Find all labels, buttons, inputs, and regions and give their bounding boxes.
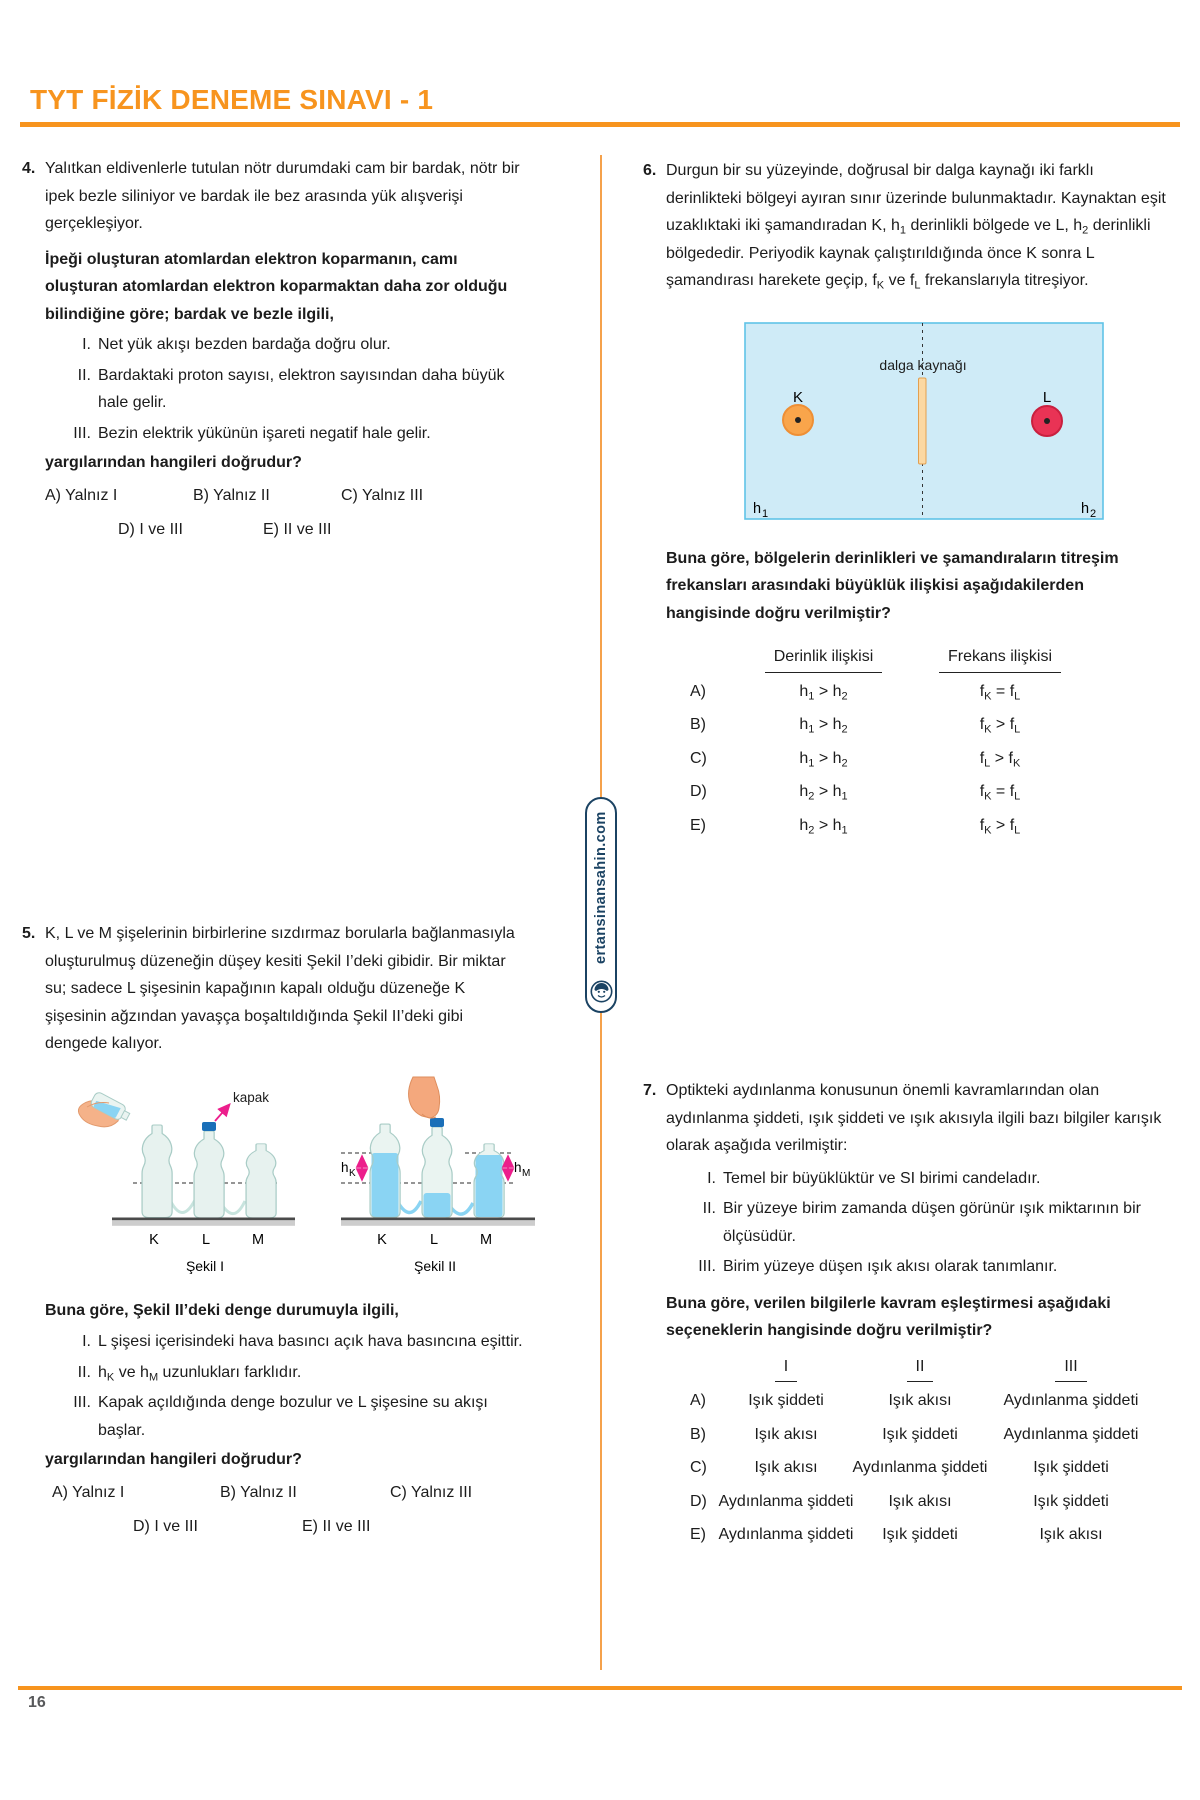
bottle-label-k: K — [149, 1231, 159, 1248]
statement-item — [666, 1165, 1166, 1193]
statement-label: I. — [82, 1333, 91, 1350]
option-letter: B) — [690, 1425, 706, 1443]
question-7 — [643, 1077, 1170, 1555]
option-letter: E) — [690, 816, 706, 834]
question-number: 4. — [22, 160, 36, 177]
column-i-header: I — [711, 1353, 861, 1383]
statement-label: III. — [698, 1258, 716, 1275]
watermark-badge — [585, 797, 617, 1013]
q6-options-table — [666, 678, 1170, 846]
statement-item — [666, 1195, 1166, 1250]
cap-pointer-arrow — [215, 1105, 229, 1121]
statement-item — [45, 1389, 523, 1444]
concept-iii: Aydınlanma şiddeti — [1003, 1425, 1139, 1443]
option-letter: A) — [690, 1392, 706, 1409]
column-iii-header: III — [988, 1353, 1154, 1383]
q6-option-row — [666, 678, 1170, 712]
question-stem: Buna göre, bölgelerin derinlikleri ve şamandıraların titreşim frekansları arasındaki büyüklük ilişkisi aşağıdakilerden hangisinde doğru verilmiştir? — [666, 549, 1119, 622]
h1-depth-sub: 1 — [762, 507, 769, 520]
ertansinansahin-logo — [590, 980, 613, 1008]
concept-ii: Işık şiddeti — [882, 1425, 958, 1443]
option-e: E) II ve III — [302, 1518, 371, 1535]
statement-text: Bezin elektrik yükünün işareti negatif hale gelir. — [98, 424, 431, 442]
question-paragraph: Optikteki aydınlanma konusunun önemli kavramlarından olan aydınlanma şiddeti, ışık şiddeti ve ışık akısıyla ilgili bazı bilgiler karışık olarak aşağıda verilmiştir: — [666, 1082, 1162, 1154]
question-paragraph: Yalıtkan eldivenlerle tutulan nötr durumdaki cam bir bardak, nötr bir ipek bezle siliniyor ve bardak ile bez arasında yük alışverişi gerçekleşiyor. — [45, 160, 520, 232]
hm-label-sub: M — [522, 1167, 531, 1179]
figure-1-caption: Şekil I — [185, 1257, 225, 1274]
statement-label: II. — [77, 1363, 91, 1381]
q6-option-row — [666, 711, 1170, 745]
hk-label-sub: K — [349, 1167, 356, 1179]
question-stem: Buna göre, verilen bilgilerle kavram eşleştirmesi aşağıdaki seçeneklerin hangisinde doğru verilmiştir? — [666, 1294, 1111, 1339]
statement-item — [45, 362, 523, 417]
watermark-text: ertansinansahin.com — [593, 811, 609, 964]
bottle-k — [142, 1125, 172, 1218]
water-in-k — [372, 1153, 399, 1217]
footer-rule — [18, 1686, 1182, 1690]
concept-iii: Işık şiddeti — [1033, 1492, 1109, 1510]
option-letter: C) — [690, 1459, 707, 1476]
page-number: 16 — [28, 1694, 46, 1711]
statement-text: Bardaktaki proton sayısı, elektron sayısından daha büyük hale gelir. — [98, 366, 505, 411]
option-letter: E) — [690, 1526, 706, 1543]
column-ii-header: II — [846, 1353, 994, 1383]
ground-band — [112, 1220, 295, 1226]
bottle-label-l: L — [429, 1231, 439, 1248]
option-c: C) Yalnız III — [390, 1483, 473, 1501]
buoy-k-label: K — [792, 388, 804, 406]
frequency-relation: $f_K > f_L$ — [979, 816, 1021, 836]
frequency-relation: $f_K > f_L$ — [979, 716, 1021, 736]
concept-ii: Aydınlanma şiddeti — [852, 1459, 988, 1476]
q7-option-row — [666, 1454, 1166, 1488]
pouring-hand-illustration — [78, 1091, 131, 1127]
options-row — [45, 482, 523, 510]
concept-ii: Işık şiddeti — [882, 1526, 958, 1543]
concept-iii: Işık şiddeti — [1033, 1459, 1109, 1476]
q7-option-row — [666, 1387, 1166, 1421]
q7-option-row — [666, 1521, 1166, 1555]
q7-option-row — [666, 1488, 1166, 1522]
option-d: D) I ve III — [133, 1518, 198, 1535]
statement-label: III. — [73, 1394, 91, 1411]
statement-item — [45, 420, 523, 448]
bottle-cap — [202, 1122, 216, 1131]
question-stem: Buna göre, Şekil II’deki denge durumuyla ilgili, — [45, 1301, 399, 1319]
ground-line — [112, 1217, 295, 1220]
option-e: E) II ve III — [263, 521, 332, 538]
hk-label: h — [341, 1159, 349, 1175]
question-6 — [643, 157, 1170, 845]
question-number: 6. — [643, 162, 657, 179]
q6-option-row — [666, 812, 1170, 846]
question-5 — [22, 920, 531, 1541]
bottle-cap — [430, 1118, 444, 1127]
option-letter: D) — [690, 1492, 707, 1510]
statement-label: III. — [73, 424, 91, 442]
option-letter: D) — [690, 783, 707, 800]
option-c: C) Yalnız III — [341, 486, 424, 504]
frequency-column-header: Frekans ilişkisi — [920, 643, 1080, 673]
question-paragraph: Durgun bir su yüzeyinde, doğrusal bir dalga kaynağı iki farklı derinlikteki bölgeyi ayıran sınır üzerinde bulunmaktadır. Kaynaktan eşit uzaklıktaki iki şamandıradan K, $h_1$ derinlikli bölgede ve L, $h_2$ derinlikli bölgededir. Periyodik kaynak çalıştırıldığında önce K sonra L şamandırası harekete geçip, $f_K$ ve $f_L$ frekanslarıyla titreşiyor. — [666, 162, 1166, 292]
hm-label: h — [514, 1159, 522, 1175]
concept-iii: Aydınlanma şiddeti — [1003, 1392, 1139, 1409]
options-row — [45, 516, 523, 544]
statement-item — [45, 1328, 523, 1356]
option-letter: A) — [690, 682, 706, 700]
ground-line — [341, 1217, 535, 1220]
q7-options-table — [666, 1387, 1166, 1555]
q7-table-header — [666, 1353, 1166, 1381]
bottle-label-m: M — [479, 1231, 493, 1248]
water-in-l — [424, 1193, 451, 1217]
option-a: A) Yalnız I — [52, 1483, 125, 1501]
buoy-k-dot — [795, 417, 801, 423]
wave-tank-figure — [744, 318, 1104, 522]
option-b: B) Yalnız II — [193, 486, 270, 504]
depth-column-header: Derinlik ilişkisi — [736, 643, 911, 673]
question-number: 7. — [643, 1082, 657, 1099]
statement-text: L şişesi içerisindeki hava basıncı açık hava basıncına eşittir. — [98, 1333, 523, 1350]
statement-item — [45, 1359, 523, 1387]
option-a: A) Yalnız I — [45, 486, 118, 504]
h1-depth-label: h — [753, 500, 762, 517]
q6-table-header — [666, 643, 1170, 671]
question-4 — [22, 155, 523, 544]
statement-text: Bir yüzeye birim zamanda düşen görünür ışık miktarının bir ölçüsüdür. — [723, 1200, 1141, 1245]
statement-text: $h_K$ ve $h_M$ uzunlukları farklıdır. — [98, 1363, 302, 1383]
h2-depth-label: h — [1081, 500, 1090, 517]
concept-i: Aydınlanma şiddeti — [718, 1492, 854, 1510]
buoy-l-dot — [1044, 418, 1050, 424]
statement-text: Net yük akışı bezden bardağa doğru olur. — [98, 336, 391, 353]
concept-i: Aydınlanma şiddeti — [718, 1526, 854, 1543]
concept-i: Işık akısı — [754, 1425, 818, 1443]
statement-label: I. — [707, 1169, 716, 1187]
concept-i: Işık akısı — [754, 1459, 818, 1476]
question-paragraph-bold: İpeği oluşturan atomlardan elektron koparmanın, camı oluşturan atomlardan elektron koparmaktan daha zor olduğu bilindiğine göre; bardak ve bezle ilgili, — [45, 250, 508, 323]
question-stem: yargılarından hangileri doğrudur? — [45, 454, 302, 471]
buoy-l-label: L — [1042, 388, 1052, 406]
concept-iii: Işık akısı — [1039, 1526, 1103, 1543]
page-title: TYT FİZİK DENEME SINAVI - 1 — [30, 84, 434, 115]
question-paragraph: K, L ve M şişelerinin birbirlerine sızdırmaz borularla bağlanmasıyla oluşturulmuş düzeneğin düşey kesiti Şekil I’deki gibidir. Bir miktar su; sadece L şişesinin kapağının kapalı olduğu düzeneğe K şişesinin ağzından yavaşça boşaltıldığında Şekil II’deki gibi dengede kalıyor. — [45, 925, 515, 1052]
statement-item — [45, 331, 523, 359]
statement-text: Kapak açıldığında denge bozulur ve L şişesine su akışı başlar. — [98, 1394, 488, 1439]
option-letter: B) — [690, 716, 706, 733]
sekil-2-group — [341, 1077, 535, 1274]
wave-source-label: dalga kaynağı — [879, 356, 967, 373]
header-rule — [20, 122, 1180, 127]
statement-text: Birim yüzeye düşen ışık akısı olarak tanımlanır. — [723, 1258, 1058, 1275]
q6-option-row — [666, 778, 1170, 812]
statement-item — [666, 1253, 1166, 1281]
options-row — [45, 1479, 523, 1507]
bottle-label-m: M — [251, 1231, 265, 1248]
connecting-tube — [169, 1198, 195, 1213]
depth-relation: $h_1 > h_2$ — [799, 682, 848, 702]
option-b: B) Yalnız II — [220, 1483, 297, 1501]
concept-ii: Işık akısı — [888, 1392, 952, 1409]
sekil-1-group — [78, 1090, 295, 1274]
statement-label: II. — [702, 1200, 716, 1217]
frequency-relation: $f_K = f_L$ — [979, 682, 1021, 702]
depth-relation: $h_2 > h_1$ — [799, 783, 848, 803]
option-d: D) I ve III — [118, 521, 183, 538]
bottle-label-l: L — [201, 1231, 211, 1248]
option-letter: C) — [690, 749, 707, 767]
h2-depth-sub: 2 — [1090, 507, 1097, 520]
statement-label: I. — [82, 336, 91, 353]
bottle-label-k: K — [377, 1231, 387, 1248]
bottle-l — [194, 1130, 224, 1217]
q6-option-row — [666, 745, 1170, 779]
concept-ii: Işık akısı — [888, 1492, 952, 1510]
question-stem: yargılarından hangileri doğrudur? — [45, 1451, 302, 1468]
depth-relation: $h_1 > h_2$ — [799, 749, 848, 769]
wave-source-bar — [919, 378, 927, 464]
depth-relation: $h_2 > h_1$ — [799, 816, 848, 836]
question-number: 5. — [22, 925, 36, 942]
bottle-m — [246, 1143, 276, 1217]
grabbing-hand-illustration — [409, 1077, 440, 1118]
water-in-m — [476, 1155, 503, 1217]
frequency-relation: $f_K = f_L$ — [979, 783, 1021, 803]
figure-2-caption: Şekil II — [413, 1257, 457, 1274]
bottles-figure — [45, 1065, 535, 1280]
options-row — [45, 1513, 523, 1541]
statement-text: Temel bir büyüklüktür ve SI birimi candeladır. — [723, 1169, 1041, 1187]
cap-label: kapak — [233, 1089, 270, 1105]
statement-label: II. — [77, 366, 91, 384]
logo-face-icon — [590, 980, 613, 1003]
q7-option-row — [666, 1421, 1166, 1455]
concept-i: Işık şiddeti — [748, 1392, 824, 1409]
depth-relation: $h_1 > h_2$ — [799, 716, 848, 736]
ground-band — [341, 1220, 535, 1226]
frequency-relation: $f_L > f_K$ — [979, 749, 1021, 769]
